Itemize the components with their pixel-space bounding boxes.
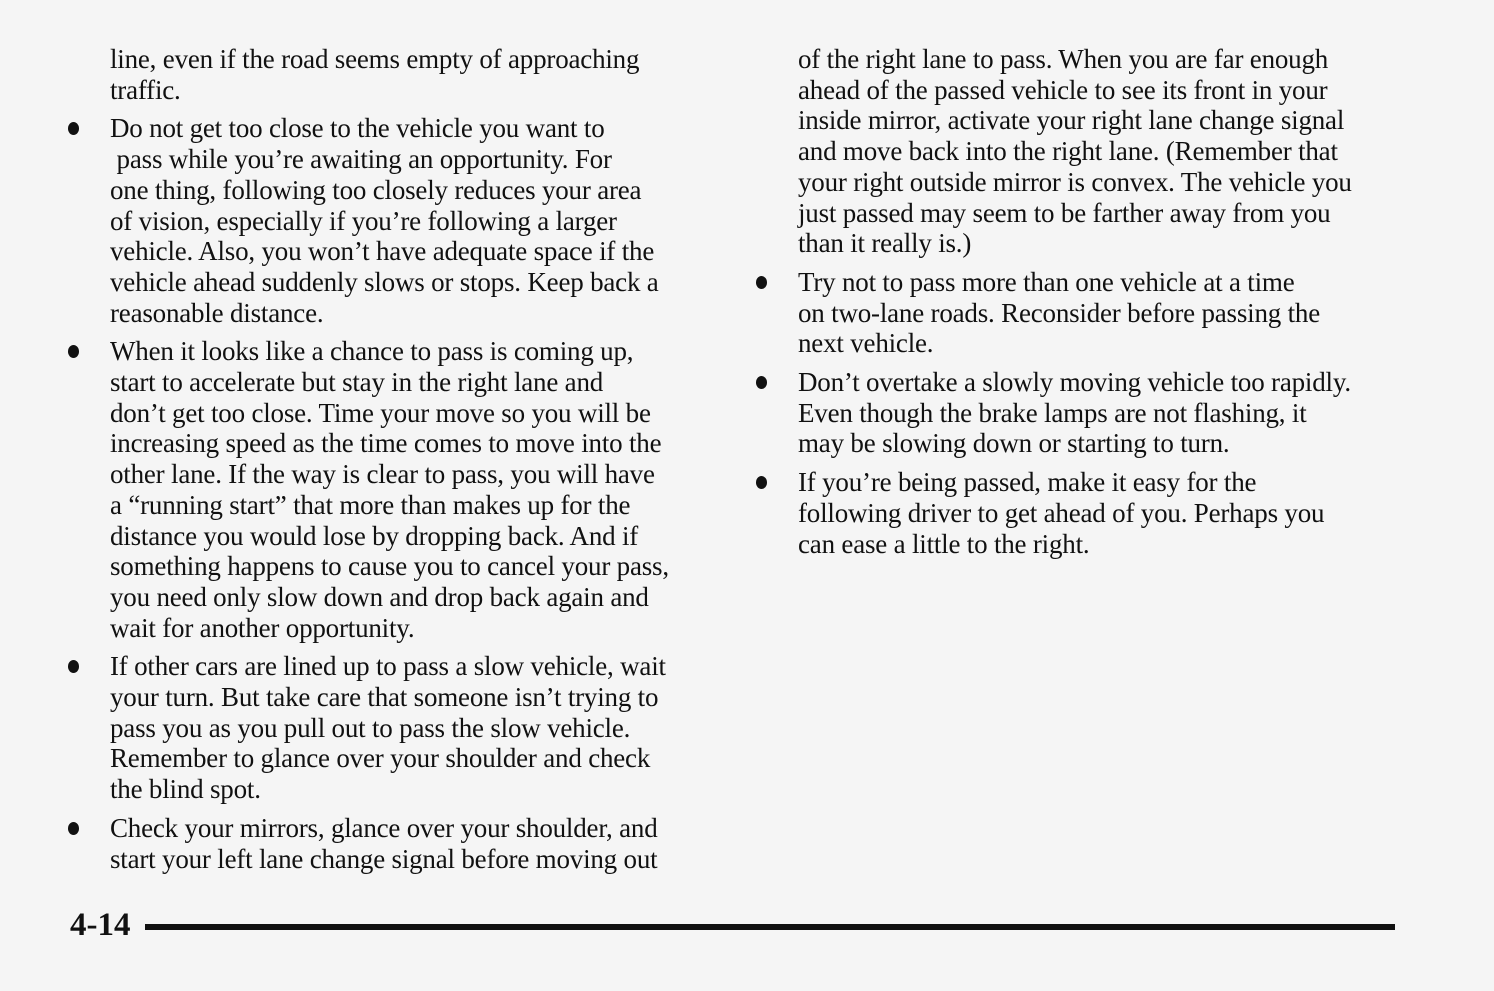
text-line: of vision, especially if you’re following a larger xyxy=(110,205,617,236)
bullet-icon xyxy=(68,122,79,135)
bullet-icon xyxy=(68,822,79,835)
bullet-item xyxy=(110,813,710,874)
bullet-item xyxy=(798,367,1398,459)
bullet-icon xyxy=(68,345,79,358)
text-line: inside mirror, activate your right lane change signal xyxy=(798,105,1345,136)
text-line: If you’re being passed, make it easy for the xyxy=(798,467,1257,498)
text-line: don’t get too close. Time your move so you will be xyxy=(110,397,651,428)
text-line: something happens to cause you to cancel your pass, xyxy=(110,551,669,582)
text-line: increasing speed as the time comes to move into the xyxy=(110,428,662,459)
text-line: vehicle. Also, you won’t have adequate space if the xyxy=(110,236,655,267)
text-line: one thing, following too closely reduces your area xyxy=(110,174,642,205)
bullet-item xyxy=(110,113,710,328)
text-line: may be slowing down or starting to turn. xyxy=(798,428,1230,459)
bullet-icon xyxy=(756,376,767,389)
text-line: Do not get too close to the vehicle you want to xyxy=(110,113,605,144)
text-line: Check your mirrors, glance over your shoulder, and xyxy=(110,812,658,843)
text-line: pass you as you pull out to pass the slow vehicle. xyxy=(110,712,631,743)
bullet-icon xyxy=(756,276,767,289)
text-line: the blind spot. xyxy=(110,774,261,805)
text-line: vehicle ahead suddenly slows or stops. Keep back a xyxy=(110,266,659,297)
text-line: pass while you’re awaiting an opportunity. For xyxy=(110,144,612,175)
text-line: Even though the brake lamps are not flashing, it xyxy=(798,397,1307,428)
text-line: can ease a little to the right. xyxy=(798,528,1090,559)
continued-paragraph xyxy=(798,44,1398,259)
text-line: Try not to pass more than one vehicle at a time xyxy=(798,266,1295,297)
bullet-item xyxy=(110,336,710,643)
text-line: of the right lane to pass. When you are far enough xyxy=(798,44,1329,74)
right-column xyxy=(798,44,1398,567)
bullet-icon xyxy=(756,476,767,489)
text-line: If other cars are lined up to pass a slow vehicle, wait xyxy=(110,651,666,682)
page-number: 4-14 xyxy=(70,907,131,943)
text-line: and move back into the right lane. (Remember that xyxy=(798,136,1338,167)
continued-paragraph xyxy=(110,44,710,105)
text-line: When it looks like a chance to pass is coming up, xyxy=(110,336,634,367)
text-line: reasonable distance. xyxy=(110,297,324,328)
bullet-item xyxy=(110,651,710,805)
text-line: start your left lane change signal before moving out xyxy=(110,843,658,874)
text-line: on two-lane roads. Reconsider before passing the xyxy=(798,297,1320,328)
text-line: wait for another opportunity. xyxy=(110,612,415,643)
text-line: Remember to glance over your shoulder and check xyxy=(110,743,651,774)
text-line: you need only slow down and drop back again and xyxy=(110,581,649,612)
text-line: ahead of the passed vehicle to see its front in your xyxy=(798,74,1328,105)
text-line: your turn. But take care that someone isn’t trying to xyxy=(110,682,659,713)
bullet-item xyxy=(798,467,1398,559)
text-line: a “running start” that more than makes up for the xyxy=(110,489,631,520)
text-line: next vehicle. xyxy=(798,328,934,359)
text-line: other lane. If the way is clear to pass, you will have xyxy=(110,459,655,490)
text-line: than it really is.) xyxy=(798,228,972,259)
text-line: traffic. xyxy=(110,74,181,105)
bullet-item xyxy=(798,267,1398,359)
text-line: distance you would lose by dropping back. And if xyxy=(110,520,639,551)
text-line: Don’t overtake a slowly moving vehicle too rapidly. xyxy=(798,367,1351,398)
text-line: following driver to get ahead of you. Perhaps you xyxy=(798,497,1325,528)
text-line: line, even if the road seems empty of approaching xyxy=(110,44,640,74)
text-line: just passed may seem to be farther away from you xyxy=(798,197,1331,228)
text-line: your right outside mirror is convex. The vehicle you xyxy=(798,166,1352,197)
bullet-icon xyxy=(68,660,79,673)
left-column xyxy=(110,44,710,882)
text-line: start to accelerate but stay in the right lane and xyxy=(110,367,604,398)
footer-rule xyxy=(145,924,1395,930)
